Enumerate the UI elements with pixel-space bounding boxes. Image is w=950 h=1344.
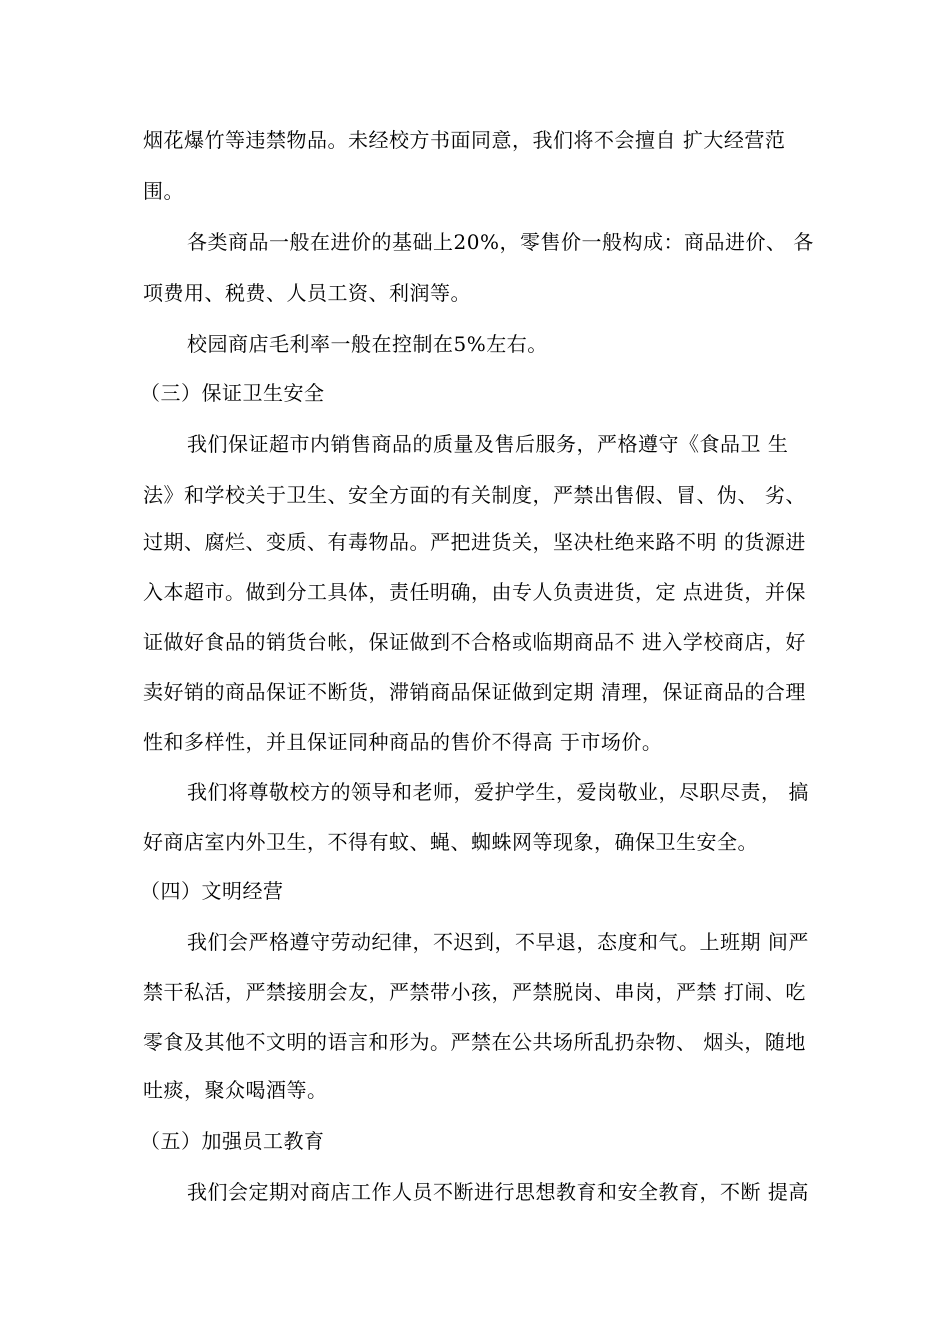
paragraph-line: 校园商店毛利率一般在控制在5%左右。 <box>187 332 548 356</box>
paragraph-line: 好商店室内外卫生，不得有蚊、蝇、蜘蛛网等现象，确保卫生安全。 <box>143 830 758 854</box>
paragraph-line: 零食及其他不文明的语言和形为。严禁在公共场所乱扔杂物、 烟头，随地 <box>143 1030 806 1054</box>
paragraph-line: 各类商品一般在进价的基础上20%，零售价一般构成：商品进价、 各 <box>187 230 814 254</box>
paragraph-line: 法》和学校关于卫生、安全方面的有关制度，严禁出售假、冒、伪、 劣、 <box>143 483 806 507</box>
paragraph-line: 吐痰，聚众喝酒等。 <box>143 1078 328 1102</box>
paragraph-line: 性和多样性，并且保证同种商品的售价不得高 于市场价。 <box>143 730 663 754</box>
paragraph-line: 我们将尊敬校方的领导和老师，爱护学生，爱岗敬业，尽职尽责， 搞 <box>187 780 809 804</box>
paragraph-line: 过期、腐烂、变质、有毒物品。严把进货关，坚决杜绝来路不明 的货源进 <box>143 530 806 554</box>
paragraph-line: 入本超市。做到分工具体，责任明确，由专人负责进货，定 点进货，并保 <box>143 580 806 604</box>
paragraph-line: 证做好食品的销货台帐，保证做到不合格或临期商品不 进入学校商店，好 <box>143 630 806 654</box>
paragraph-line: 围。 <box>143 179 184 203</box>
paragraph-line: 卖好销的商品保证不断货，滞销商品保证做到定期 清理，保证商品的合理 <box>143 680 806 704</box>
section-heading: （三）保证卫生安全 <box>140 381 325 405</box>
paragraph-line: 烟花爆竹等违禁物品。未经校方书面同意，我们将不会擅自 扩大经营范 <box>143 128 786 152</box>
paragraph-line: 禁干私活，严禁接朋会友，严禁带小孩，严禁脱岗、串岗，严禁 打闹、吃 <box>143 980 806 1004</box>
section-heading: （五）加强员工教育 <box>140 1129 325 1153</box>
paragraph-line: 我们会定期对商店工作人员不断进行思想教育和安全教育，不断 提高 <box>187 1180 809 1204</box>
section-heading: （四）文明经营 <box>140 879 284 903</box>
paragraph-line: 我们保证超市内销售商品的质量及售后服务，严格遵守《食品卫 生 <box>187 432 789 456</box>
paragraph-line: 我们会严格遵守劳动纪律，不迟到，不早退，态度和气。上班期 间严 <box>187 930 809 954</box>
paragraph-line: 项费用、税费、人员工资、利润等。 <box>143 281 471 305</box>
